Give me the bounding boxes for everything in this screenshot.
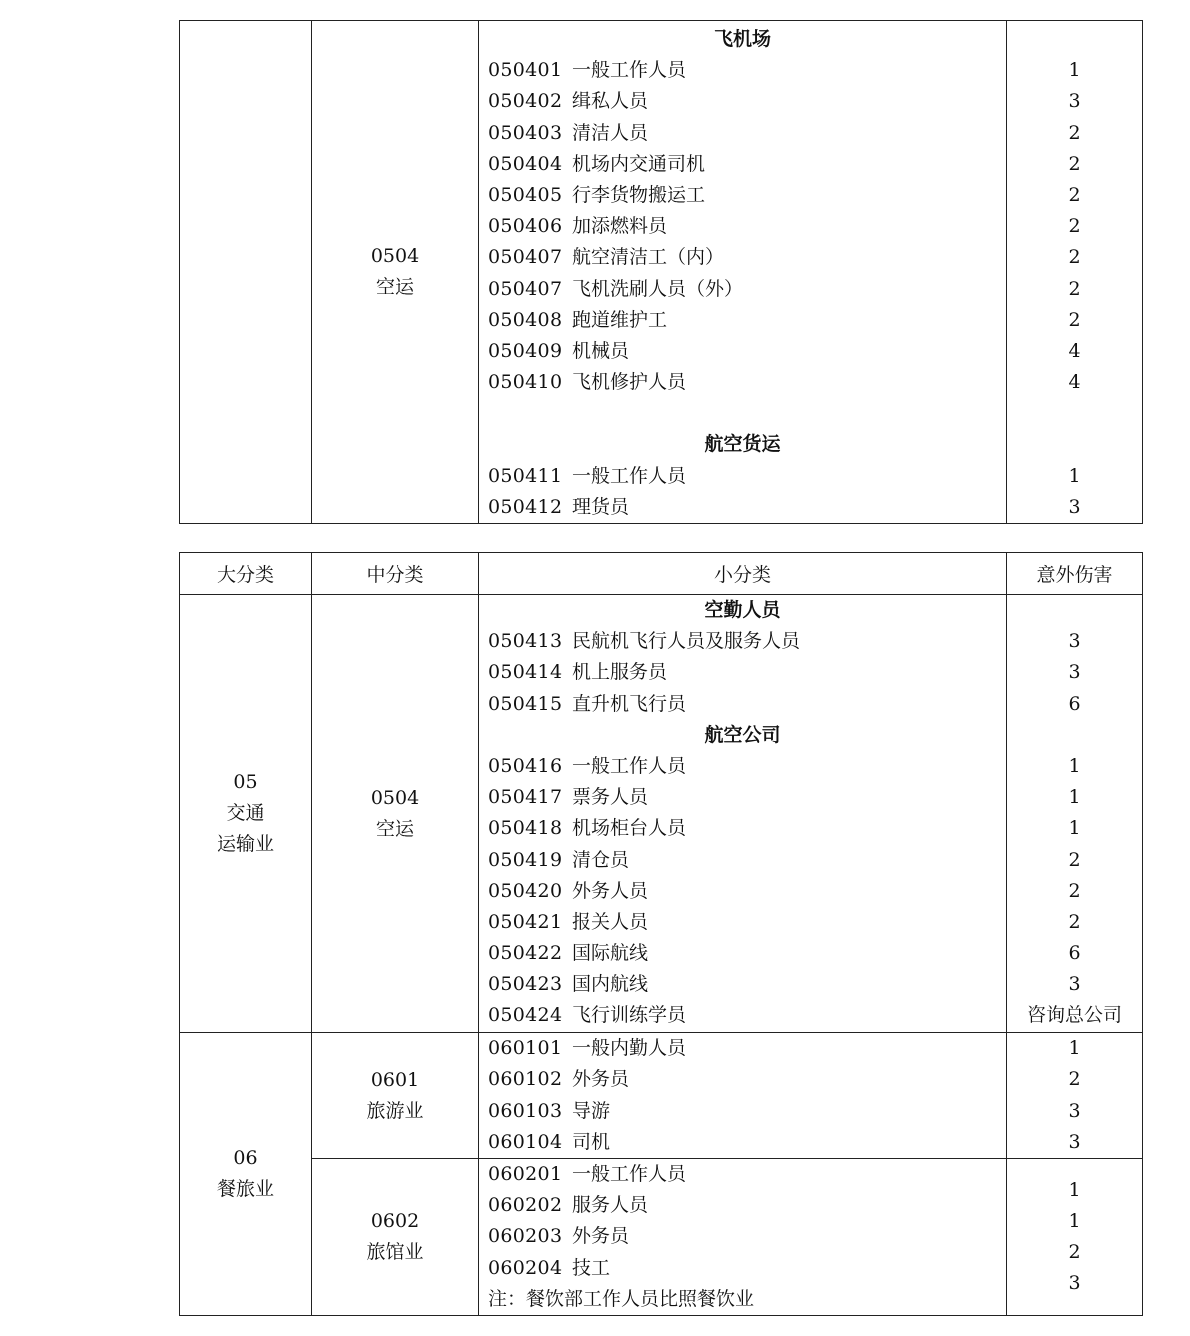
list-item <box>488 845 1006 876</box>
risk-level: 2 <box>1068 910 1081 933</box>
occupation-name: 加添燃料员 <box>572 215 668 238</box>
risk-level: 2 <box>1068 183 1081 206</box>
table-row <box>180 1159 1143 1316</box>
spacer <box>1007 429 1142 460</box>
risk-level: 3 <box>1068 1272 1081 1295</box>
accident-risk-cell <box>1007 21 1143 524</box>
header-accident: 意外伤害 <box>1007 553 1143 595</box>
occupation-code: 050401 <box>488 59 563 82</box>
list-item <box>488 180 1006 211</box>
list-item <box>488 367 1006 398</box>
occupation-code: 060101 <box>488 1037 563 1060</box>
risk-level: 2 <box>1068 1240 1081 1263</box>
occupation-name: 一般工作人员 <box>572 464 687 487</box>
occupation-name: 技工 <box>572 1256 611 1279</box>
occupation-name: 报关人员 <box>572 910 649 933</box>
occupation-code: 050419 <box>488 848 563 871</box>
occupation-name: 票务人员 <box>572 786 649 809</box>
risk-level: 2 <box>1068 152 1081 175</box>
spacer <box>488 398 1006 429</box>
occupation-code: 050413 <box>488 630 563 653</box>
minor-category-cell <box>479 595 1007 1033</box>
risk-level: 3 <box>1068 1099 1081 1122</box>
risk-level: 1 <box>1068 817 1081 840</box>
major-category-code: 05 <box>233 771 258 793</box>
risk-level: 3 <box>1068 661 1081 684</box>
occupation-code: 050403 <box>488 121 563 144</box>
occupation-name: 民航机飞行人员及服务人员 <box>572 630 801 653</box>
table-row <box>180 1033 1143 1159</box>
occupation-name: 飞行训练学员 <box>572 1004 687 1027</box>
group-heading: 飞机场 <box>713 28 771 50</box>
middle-category-code: 0504 <box>370 245 420 267</box>
occupation-code: 060103 <box>488 1099 563 1122</box>
occupation-name: 直升机飞行员 <box>572 692 687 715</box>
risk-level: 1 <box>1068 1209 1081 1232</box>
occupation-table-continued <box>179 20 1143 524</box>
occupation-code: 050417 <box>488 786 563 809</box>
occupation-name: 国内航线 <box>572 973 649 996</box>
risk-level: 1 <box>1068 754 1081 777</box>
header-major: 大分类 <box>180 553 312 595</box>
risk-level: 2 <box>1068 215 1081 238</box>
occupation-code: 050423 <box>488 973 563 996</box>
risk-level: 4 <box>1068 339 1081 362</box>
minor-category-cell <box>479 1033 1007 1159</box>
occupation-name: 飞机洗刷人员（外） <box>572 277 744 300</box>
spacer <box>1007 720 1142 751</box>
group-heading: 航空货运 <box>704 433 781 456</box>
list-item <box>488 907 1006 938</box>
occupation-name: 行李货物搬运工 <box>572 183 706 206</box>
occupation-code: 050418 <box>488 817 563 840</box>
middle-category-code: 0504 <box>370 786 420 809</box>
occupation-name: 一般工作人员 <box>572 1163 687 1185</box>
list-item <box>488 689 1006 720</box>
risk-level: 2 <box>1068 879 1081 902</box>
middle-category-name: 空运 <box>375 276 414 298</box>
middle-category-code: 0601 <box>370 1068 420 1091</box>
list-item <box>488 969 1006 1000</box>
list-item <box>488 1190 1006 1221</box>
group-heading: 空勤人员 <box>704 599 781 621</box>
risk-level: 6 <box>1068 692 1081 715</box>
risk-level: 1 <box>1068 464 1081 487</box>
risk-level: 4 <box>1068 371 1081 394</box>
occupation-name: 理货员 <box>572 495 630 518</box>
occupation-name: 导游 <box>572 1099 611 1122</box>
risk-level: 1 <box>1068 1037 1081 1060</box>
occupation-name: 飞机修护人员 <box>572 371 687 394</box>
major-category-cell <box>180 21 312 524</box>
header-minor: 小分类 <box>479 553 1007 595</box>
list-item <box>488 461 1006 492</box>
accident-risk-cell <box>1007 595 1143 1033</box>
header-middle: 中分类 <box>312 553 479 595</box>
occupation-code: 050407 <box>488 277 563 300</box>
risk-level: 2 <box>1068 121 1081 144</box>
table-row <box>180 595 1143 1033</box>
major-category-cell <box>180 595 312 1033</box>
major-category-code: 06 <box>233 1146 258 1169</box>
risk-level: 2 <box>1068 1068 1081 1091</box>
occupation-code: 050404 <box>488 152 563 175</box>
middle-category-name: 旅游业 <box>366 1099 424 1122</box>
list-item <box>488 305 1006 336</box>
occupation-name: 航空清洁工（内） <box>572 246 725 269</box>
risk-level: 3 <box>1068 1130 1081 1153</box>
middle-category-name: 旅馆业 <box>366 1240 424 1263</box>
middle-category-cell <box>312 1033 479 1159</box>
occupation-code: 050415 <box>488 692 563 715</box>
occupation-code: 050402 <box>488 90 563 113</box>
occupation-code: 050411 <box>488 464 563 487</box>
list-item <box>488 1159 1006 1190</box>
list-item <box>488 657 1006 688</box>
occupation-name: 缉私人员 <box>572 90 649 113</box>
occupation-code: 060204 <box>488 1256 563 1279</box>
major-category-name: 运输业 <box>216 833 274 855</box>
middle-category-name: 空运 <box>375 817 414 840</box>
list-item <box>488 274 1006 305</box>
list-item <box>488 782 1006 813</box>
occupation-code: 050409 <box>488 339 563 362</box>
risk-level: 6 <box>1068 942 1081 965</box>
occupation-code: 060102 <box>488 1068 563 1091</box>
occupation-code: 050416 <box>488 754 563 777</box>
risk-level: 3 <box>1068 630 1081 653</box>
accident-risk-cell <box>1007 1033 1143 1159</box>
spacer <box>1007 398 1142 429</box>
list-item <box>488 1000 1006 1031</box>
occupation-code: 060201 <box>488 1163 563 1185</box>
list-item <box>488 1221 1006 1252</box>
list-item <box>488 938 1006 969</box>
list-item <box>488 336 1006 367</box>
occupation-code: 060203 <box>488 1225 563 1248</box>
middle-category-cell <box>312 595 479 1033</box>
occupation-code: 060202 <box>488 1194 563 1217</box>
risk-level: 3 <box>1068 495 1081 518</box>
occupation-name: 外务员 <box>572 1225 630 1248</box>
occupation-name: 机械员 <box>572 339 630 362</box>
accident-risk-cell <box>1007 1159 1143 1316</box>
occupation-code: 060104 <box>488 1130 563 1153</box>
list-item <box>488 1253 1006 1284</box>
occupation-name: 一般内勤人员 <box>572 1037 687 1060</box>
list-item <box>488 876 1006 907</box>
major-category-name: 餐旅业 <box>216 1177 274 1200</box>
risk-level: 2 <box>1068 277 1081 300</box>
minor-category-cell <box>479 1159 1007 1316</box>
occupation-name: 服务人员 <box>572 1194 649 1217</box>
occupation-name: 一般工作人员 <box>572 754 687 777</box>
occupation-table <box>179 552 1143 1316</box>
list-item <box>488 118 1006 149</box>
occupation-code: 050422 <box>488 942 563 965</box>
list-item <box>488 86 1006 117</box>
occupation-name: 一般工作人员 <box>572 59 687 82</box>
risk-level: 咨询总公司 <box>1026 1004 1122 1027</box>
middle-category-code: 0602 <box>370 1209 420 1232</box>
minor-category-cell <box>479 21 1007 524</box>
occupation-code: 050405 <box>488 183 563 206</box>
middle-category-cell <box>312 21 479 524</box>
group-heading: 航空公司 <box>704 723 781 746</box>
major-category-name: 交通 <box>226 802 265 824</box>
occupation-code: 050424 <box>488 1004 563 1027</box>
spacer <box>1007 24 1142 55</box>
risk-level: 2 <box>1068 308 1081 331</box>
occupation-name: 跑道维护工 <box>572 308 668 331</box>
occupation-name: 清仓员 <box>572 848 630 871</box>
risk-level: 2 <box>1068 848 1081 871</box>
list-item <box>488 626 1006 657</box>
major-category-cell <box>180 1033 312 1316</box>
occupation-name: 机场柜台人员 <box>572 817 687 840</box>
occupation-name: 司机 <box>572 1130 611 1153</box>
occupation-code: 050410 <box>488 371 563 394</box>
table-note: 注：餐饮部工作人员比照餐饮业 <box>488 1287 755 1310</box>
occupation-code: 050408 <box>488 308 563 331</box>
risk-level: 1 <box>1068 59 1081 82</box>
list-item <box>488 1064 1006 1095</box>
occupation-code: 050414 <box>488 661 563 684</box>
list-item <box>488 211 1006 242</box>
list-item <box>488 149 1006 180</box>
list-item <box>488 1127 1006 1158</box>
occupation-name: 机上服务员 <box>572 661 668 684</box>
risk-level: 1 <box>1068 1178 1081 1201</box>
risk-level: 1 <box>1068 786 1081 809</box>
table-header-row <box>180 553 1143 595</box>
occupation-name: 外务人员 <box>572 879 649 902</box>
occupation-code: 050406 <box>488 215 563 238</box>
list-item <box>488 751 1006 782</box>
risk-level: 3 <box>1068 973 1081 996</box>
occupation-name: 清洁人员 <box>572 121 649 144</box>
middle-category-cell <box>312 1159 479 1316</box>
list-item <box>488 492 1006 523</box>
list-item <box>488 1096 1006 1127</box>
occupation-name: 外务员 <box>572 1068 630 1091</box>
list-item <box>488 55 1006 86</box>
list-item <box>488 1033 1006 1064</box>
occupation-code: 050421 <box>488 910 563 933</box>
occupation-code: 050407 <box>488 246 563 269</box>
occupation-name: 机场内交通司机 <box>572 152 706 175</box>
occupation-code: 050412 <box>488 495 563 518</box>
risk-level: 3 <box>1068 90 1081 113</box>
list-item <box>488 813 1006 844</box>
occupation-code: 050420 <box>488 879 563 902</box>
occupation-name: 国际航线 <box>572 942 649 965</box>
spacer <box>1007 595 1142 626</box>
risk-level: 2 <box>1068 246 1081 269</box>
list-item <box>488 242 1006 273</box>
